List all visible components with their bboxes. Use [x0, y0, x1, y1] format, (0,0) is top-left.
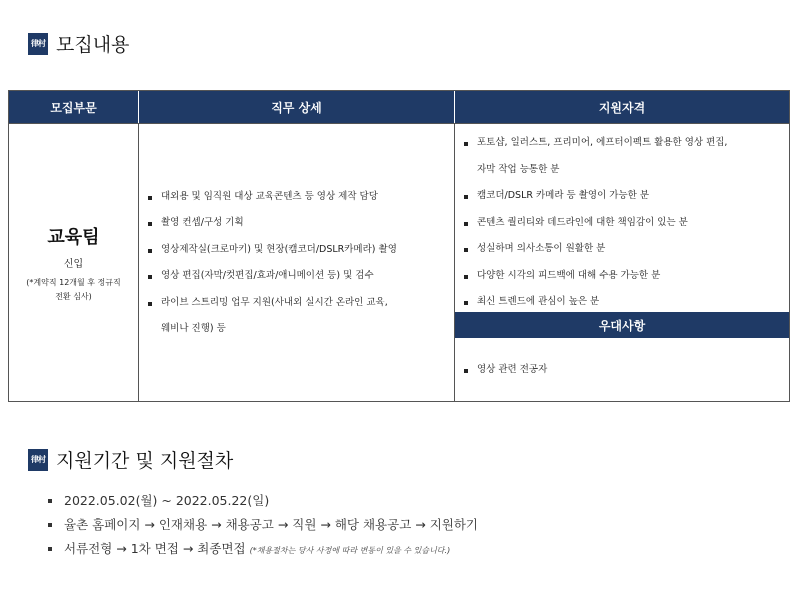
list-item-continued: 웨비나 진행) 등	[161, 323, 226, 334]
table-body	[9, 124, 789, 402]
department-cell	[9, 124, 139, 402]
hire-note-line: (*계약직 12개월 후 정규직	[26, 277, 121, 287]
application-period: 2022.05.02(월) ~ 2022.05.22(일)	[48, 489, 478, 513]
hire-note-line: 전환 심사)	[55, 291, 92, 301]
selection-process-note: (*채용절차는 당사 사정에 따라 변동이 있을 수 있습니다.)	[249, 546, 451, 555]
section-title-recruitment	[28, 30, 129, 57]
list-item: 대외용 및 임직원 대상 교육콘텐츠 등 영상 제작 담당	[147, 184, 397, 211]
hire-type: 신입	[63, 258, 84, 270]
yulchon-logo-icon: 律村	[28, 449, 48, 471]
qualifications-cell	[455, 124, 789, 402]
list-item: 포토샵, 일러스트, 프리미어, 에프터이펙트 활용한 영상 편집,	[463, 130, 781, 157]
selection-process	[48, 537, 478, 563]
yulchon-logo-icon: 律村	[28, 33, 48, 55]
table-header	[9, 91, 789, 124]
list-item: 다양한 시각의 피드백에 대해 수용 가능한 분	[463, 263, 781, 290]
section-title-text: 지원기간 및 지원절차	[56, 450, 234, 472]
preferred-header: 우대사항	[455, 312, 789, 338]
list-item: 성실하며 의사소통이 원활한 분	[463, 236, 781, 263]
list-item: 콘텐츠 퀄리티와 데드라인에 대한 책임감이 있는 분	[463, 210, 781, 237]
section-title-application	[28, 446, 233, 473]
header-qualifications: 지원자격	[598, 100, 646, 115]
section-title-text: 모집내용	[56, 34, 130, 56]
selection-process-text: 서류전형 → 1차 면접 → 최종면접	[64, 541, 246, 556]
header-department: 모집부문	[9, 91, 139, 123]
recruitment-table	[8, 90, 790, 402]
list-item: 라이브 스트리밍 업무 지원(사내외 실시간 온라인 교육,	[147, 290, 397, 317]
preferred-block	[455, 338, 789, 402]
list-item: 영상 관련 전공자	[463, 357, 547, 384]
list-item: 영상제작실(크로마키) 및 현장(캠코더/DSLR카메라) 촬영	[147, 237, 397, 264]
application-steps	[48, 489, 478, 563]
list-item-continued: 자막 작업 능통한 분	[477, 163, 560, 175]
qualifications-list	[463, 130, 781, 316]
list-item: 최신 트렌드에 관심이 높은 분	[463, 289, 781, 316]
preferred-list	[463, 357, 547, 384]
team-name: 교육팀	[47, 226, 100, 248]
list-item: 촬영 컨셉/구성 기획	[147, 210, 397, 237]
application-route: 율촌 홈페이지 → 인재채용 → 채용공고 → 직원 → 해당 채용공고 → 지원하기	[48, 513, 478, 537]
header-duties: 직무 상세	[139, 91, 455, 123]
qualifications-block	[455, 124, 789, 312]
list-item: 영상 편집(자막/컷편집/효과/애니메이션 등) 및 검수	[147, 263, 397, 290]
duties-cell	[139, 124, 455, 402]
hire-note	[26, 276, 120, 304]
list-item: 캠코더/DSLR 카메라 등 촬영이 가능한 분	[463, 183, 781, 210]
duties-list	[147, 184, 397, 343]
